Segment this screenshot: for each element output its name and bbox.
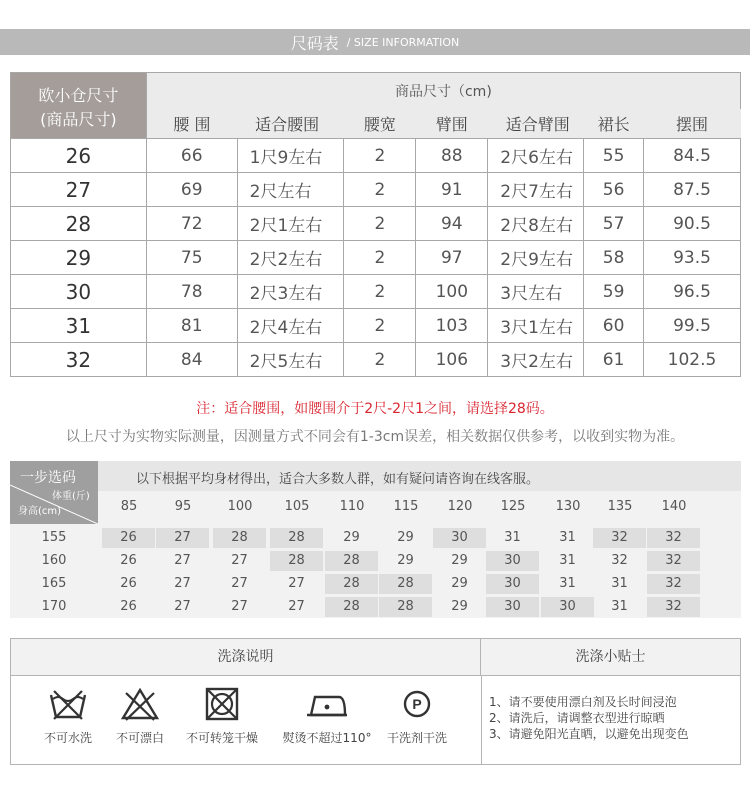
recommended-size-cell: 27: [231, 576, 248, 591]
size-table-cell: 78: [146, 275, 237, 309]
size-table-cell: 2尺3左右: [237, 275, 344, 309]
recommended-size-cell: 27: [156, 528, 209, 548]
size-table-cell: 81: [146, 309, 237, 343]
size-table-cell: 58: [584, 241, 644, 275]
size-table-cell: 2: [344, 241, 416, 275]
weight-value: 120: [447, 499, 473, 514]
size-table-cell: 61: [584, 343, 644, 377]
recommended-size-cell: 28: [213, 528, 266, 548]
size-table-cell: 103: [416, 309, 488, 343]
size-table-cell: 94: [416, 207, 488, 241]
recommended-size-cell: 28: [270, 551, 323, 571]
size-header-line2: (商品尺寸): [40, 109, 117, 129]
recommended-size-cell: 31: [504, 530, 521, 545]
size-table-cell: 66: [146, 139, 237, 173]
care-label-no-wash: 不可水洗: [43, 731, 92, 745]
size-header-line1: 欧小仓尺寸: [38, 85, 119, 105]
care-tips-list: [489, 694, 689, 742]
size-table-cell: 56: [584, 173, 644, 207]
size-table-cell: 2尺6左右: [488, 139, 584, 173]
no-tumble-dry-icon: [202, 687, 242, 721]
height-value: 170: [41, 599, 67, 614]
recommended-size-cell: 29: [397, 553, 414, 568]
weight-value: 95: [174, 499, 192, 514]
column-header: 腰宽: [344, 109, 416, 139]
care-item-iron: [271, 687, 383, 746]
recommended-size-cell: 30: [541, 597, 594, 617]
care-item-no-bleach: [110, 687, 170, 746]
size-value: 32: [11, 343, 147, 377]
size-table-cell: 91: [416, 173, 488, 207]
care-tips-title: 洗涤小贴士: [481, 639, 740, 676]
size-table-cell: 69: [146, 173, 237, 207]
recommended-size-cell: 30: [486, 597, 539, 617]
size-table-cell: 3尺2左右: [488, 343, 584, 377]
size-note-red: 注：适合腰围，如腰围介于2尺-2尺1之间，请选择28码。: [196, 401, 554, 417]
recommended-size-cell: 29: [451, 599, 468, 614]
size-value: 27: [11, 173, 147, 207]
care-tip-3: 3、请避免阳光直晒，以避免出现变色: [489, 727, 689, 741]
column-header: 适合腰围: [237, 109, 344, 139]
weight-value: 100: [227, 499, 253, 514]
size-table-cell: 87.5: [644, 173, 741, 207]
recommended-size-cell: 31: [611, 576, 628, 591]
size-table-cell: 2: [344, 309, 416, 343]
recommended-size-cell: 28: [325, 574, 378, 594]
quick-size-picker: [10, 461, 741, 618]
weight-value: 85: [120, 499, 138, 514]
recommended-size-cell: 26: [120, 599, 137, 614]
recommended-size-cell: 28: [325, 597, 378, 617]
care-divider: [481, 676, 482, 764]
weight-value: 105: [284, 499, 310, 514]
recommended-size-cell: 29: [343, 530, 360, 545]
size-table-cell: 84: [146, 343, 237, 377]
recommended-size-cell: 27: [174, 599, 191, 614]
care-instructions: [10, 638, 741, 765]
recommended-size-cell: 32: [647, 597, 700, 617]
size-value: 29: [11, 241, 147, 275]
size-table-cell: 93.5: [644, 241, 741, 275]
size-table-cell: 2: [344, 275, 416, 309]
care-label-no-bleach: 不可漂白: [115, 731, 164, 745]
care-item-no-tumble-dry: [179, 687, 265, 746]
recommended-size-cell: 28: [270, 528, 323, 548]
size-row: [11, 343, 741, 377]
recommended-size-cell: 29: [451, 576, 468, 591]
size-table-cell: 102.5: [644, 343, 741, 377]
size-row: [11, 309, 741, 343]
size-row: [11, 207, 741, 241]
column-header: 裙长: [584, 109, 644, 139]
size-table-cell: 2尺9左右: [488, 241, 584, 275]
size-table-cell: 88: [416, 139, 488, 173]
weight-header-row: [98, 499, 741, 521]
quick-pick-description: 以下根据平均身材得出，适合大多数人群，如有疑问请咨询在线客服。: [136, 472, 540, 487]
size-row: [11, 241, 741, 275]
banner-subtitle: / SIZE INFORMATION: [346, 35, 460, 49]
care-item-no-wash: [38, 687, 98, 746]
size-table-cell: 99.5: [644, 309, 741, 343]
size-value: 30: [11, 275, 147, 309]
height-axis-label: 身高(cm): [18, 506, 62, 517]
size-table-cell: 3尺1左右: [488, 309, 584, 343]
recommended-size-cell: 30: [486, 574, 539, 594]
dry-clean-p-icon: [397, 687, 437, 721]
recommended-size-cell: 28: [379, 574, 432, 594]
no-wash-icon: [48, 687, 88, 721]
recommended-size-cell: 32: [593, 528, 646, 548]
size-table-cell: 84.5: [644, 139, 741, 173]
size-table-cell: 2尺1左右: [237, 207, 344, 241]
svg-text:P: P: [412, 696, 422, 712]
recommended-size-cell: 27: [174, 576, 191, 591]
size-table-cell: 2尺左右: [237, 173, 344, 207]
recommended-size-cell: 32: [611, 553, 628, 568]
size-table-cell: 57: [584, 207, 644, 241]
weight-value: 125: [500, 499, 526, 514]
size-table-cell: 2: [344, 343, 416, 377]
size-table-cell: 100: [416, 275, 488, 309]
recommended-size-cell: 26: [102, 528, 155, 548]
size-table-cell: 2尺2左右: [237, 241, 344, 275]
size-value: 31: [11, 309, 147, 343]
size-table-cell: 2: [344, 207, 416, 241]
column-header: 腰 围: [146, 109, 237, 139]
size-table-cell: 60: [584, 309, 644, 343]
no-bleach-icon: [120, 687, 160, 721]
recommended-size-cell: 26: [120, 576, 137, 591]
size-table-cell: 75: [146, 241, 237, 275]
size-row: [11, 275, 741, 309]
size-header-cell: [11, 73, 147, 139]
recommended-size-cell: 27: [288, 599, 305, 614]
recommended-size-cell: 31: [611, 599, 628, 614]
size-row: [11, 173, 741, 207]
product-size-header: 商品尺寸（cm): [146, 73, 740, 109]
size-table-cell: 2: [344, 139, 416, 173]
size-table-cell: 1尺9左右: [237, 139, 344, 173]
size-table-cell: 97: [416, 241, 488, 275]
weight-value: 135: [607, 499, 633, 514]
care-tip-2: 2、请洗后，请调整衣型进行晾晒: [489, 711, 665, 725]
recommended-size-cell: 30: [433, 528, 486, 548]
size-table-cell: 2尺4左右: [237, 309, 344, 343]
size-info-banner: [0, 29, 750, 55]
size-table-cell: 96.5: [644, 275, 741, 309]
weight-value: 130: [555, 499, 581, 514]
care-label-no-tumble-dry: 不可转笼干燥: [185, 731, 258, 745]
recommended-size-cell: 31: [559, 576, 576, 591]
recommended-size-cell: 27: [174, 553, 191, 568]
height-value: 165: [41, 576, 67, 591]
size-value: 28: [11, 207, 147, 241]
size-note-gray: 以上尺寸为实物实际测量，因测量方式不同会有1-3cm误差，相关数据仅供参考，以收到实物为准。: [65, 429, 685, 445]
recommended-size-cell: 31: [559, 553, 576, 568]
height-value: 160: [41, 553, 67, 568]
size-table-cell: 2尺7左右: [488, 173, 584, 207]
recommended-size-cell: 27: [231, 599, 248, 614]
recommended-size-cell: 27: [288, 576, 305, 591]
recommended-size-cell: 32: [647, 551, 700, 571]
size-table: [10, 72, 741, 377]
weight-value: 110: [339, 499, 365, 514]
size-row: [11, 139, 741, 173]
recommended-size-cell: 29: [451, 553, 468, 568]
size-table-cell: 90.5: [644, 207, 741, 241]
size-table-cell: 2尺5左右: [237, 343, 344, 377]
recommended-size-cell: 30: [486, 551, 539, 571]
quick-pick-corner: [10, 461, 98, 524]
care-item-dry-clean: [381, 687, 453, 746]
size-table-cell: 72: [146, 207, 237, 241]
size-table-cell: 55: [584, 139, 644, 173]
care-label-iron: 熨烫不超过110°: [282, 731, 372, 745]
recommended-size-cell: 32: [647, 528, 700, 548]
size-table-cell: 106: [416, 343, 488, 377]
recommended-size-cell: 28: [379, 597, 432, 617]
weight-axis-label: 体重(斤): [52, 491, 90, 502]
recommended-size-cell: 26: [120, 553, 137, 568]
size-table-cell: 59: [584, 275, 644, 309]
recommended-size-cell: 27: [231, 553, 248, 568]
column-header: 摆围: [644, 109, 741, 139]
recommended-size-cell: 29: [397, 530, 414, 545]
recommended-size-cell: 28: [325, 551, 378, 571]
care-tip-1: 1、请不要使用漂白剂及长时间浸泡: [489, 695, 677, 709]
banner-title: 尺码表: [290, 33, 339, 53]
care-title: 洗涤说明: [11, 639, 481, 676]
size-table-cell: 2尺8左右: [488, 207, 584, 241]
recommended-size-cell: 31: [559, 530, 576, 545]
size-value: 26: [11, 139, 147, 173]
size-table-cell: 3尺左右: [488, 275, 584, 309]
height-value: 155: [41, 530, 67, 545]
iron-110-icon: [305, 687, 349, 721]
weight-value: 115: [393, 499, 419, 514]
quick-pick-title-label: 一步选码: [20, 470, 76, 486]
weight-value: 140: [661, 499, 687, 514]
column-header: 臂围: [416, 109, 488, 139]
care-label-dry-clean: 干洗剂干洗: [386, 731, 447, 745]
column-header: 适合臂围: [488, 109, 584, 139]
recommended-size-cell: 32: [647, 574, 700, 594]
size-table-cell: 2: [344, 173, 416, 207]
